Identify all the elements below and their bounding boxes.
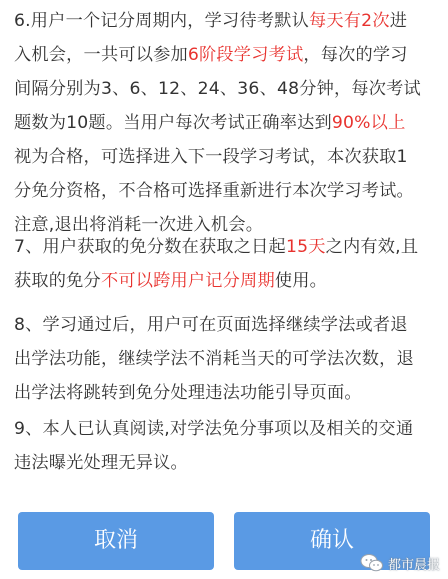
- watermark-text: 都市晨报: [387, 557, 440, 573]
- watermark: [360, 553, 440, 573]
- confirm-button[interactable]: 确认: [234, 512, 430, 570]
- highlight-validity: 15天: [285, 237, 326, 257]
- item6-line7: 注意,退出将消耗一次进入机会。: [14, 215, 264, 235]
- item8-line3: 出学法将跳转到免分处理违法功能引导页面。: [14, 383, 362, 403]
- notice-item-6: [14, 4, 421, 242]
- notice-item-9: [14, 412, 413, 480]
- item6-line1: 6.用户一个记分周期内，学习待考默认每天有2次进: [14, 11, 408, 31]
- item9-line2: 违法曝光处理无异议。: [14, 453, 188, 473]
- highlight-pass-rate: 90%以上: [331, 113, 406, 133]
- notice-item-7: [14, 230, 418, 298]
- highlight-daily-attempts: 每天有2次: [309, 11, 390, 31]
- item6-line6: 分免分资格，不合格可选择重新进行本次学习考试。: [14, 181, 414, 201]
- highlight-no-cross-period: 不可以跨用户记分周期: [100, 271, 275, 291]
- item6-line5: 视为合格，可选择进入下一段学习考试，本次获取1: [14, 147, 408, 167]
- highlight-stages: 6阶段学习考试: [187, 45, 304, 65]
- item7-line2: 获取的免分不可以跨用户记分周期使用。: [14, 271, 328, 291]
- wechat-icon: [360, 553, 384, 573]
- notice-item-8: [14, 308, 414, 410]
- cancel-button[interactable]: 取消: [18, 512, 214, 570]
- item9-line1: 9、本人已认真阅读,对学法免分事项以及相关的交通: [14, 419, 414, 439]
- item6-line2: 入机会，一共可以参加6阶段学习考试，每次的学习: [14, 45, 408, 65]
- item6-line3: 间隔分别为3、6、12、24、36、48分钟，每次考试: [14, 79, 421, 99]
- item6-line4: 题数为10题。当用户每次考试正确率达到90%以上: [14, 113, 406, 133]
- item8-line1: 8、学习通过后，用户可在页面选择继续学法或者退: [14, 315, 408, 335]
- item8-line2: 出学法功能，继续学法不消耗当天的可学法次数，退: [14, 349, 414, 369]
- item7-line1: 7、用户获取的免分数在获取之日起15天之内有效,且: [14, 237, 419, 257]
